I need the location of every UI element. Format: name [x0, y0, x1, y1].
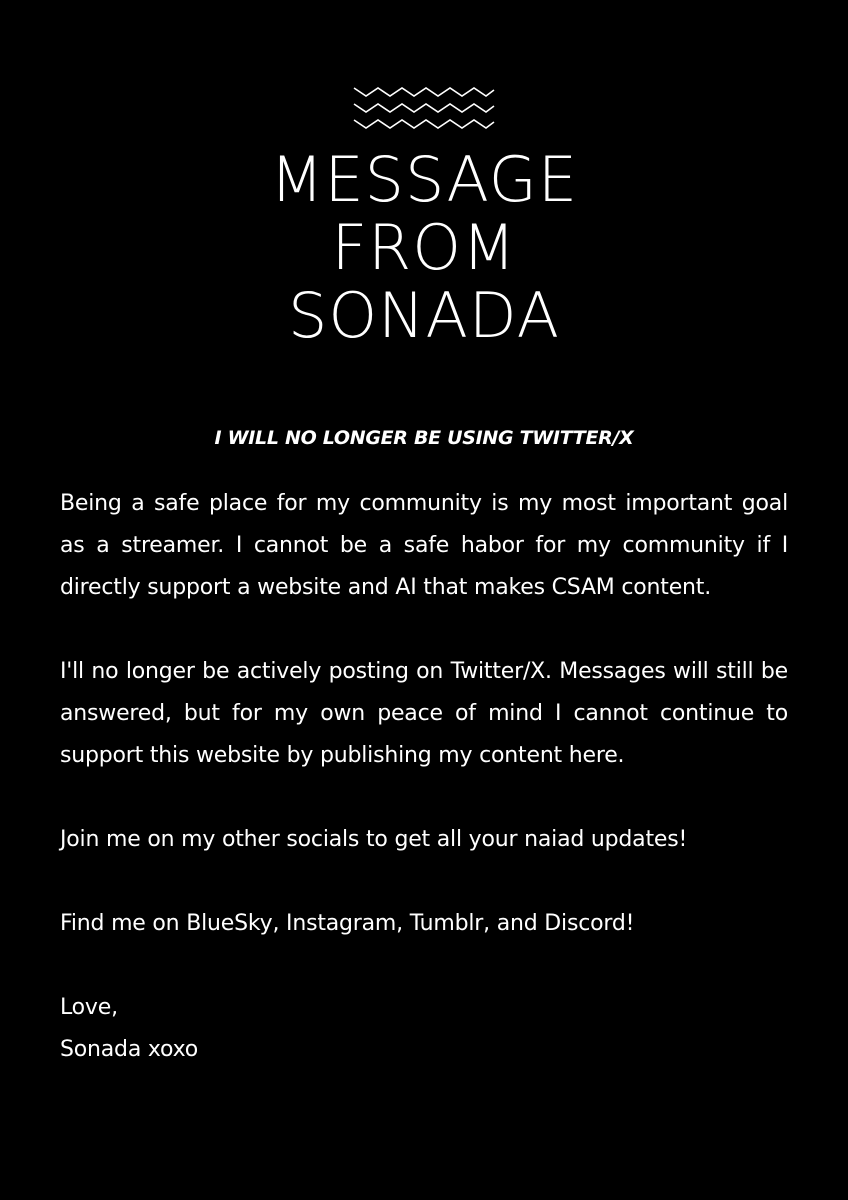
signoff-closing: Love, [60, 995, 118, 1020]
paragraph-twitter: I'll no longer be actively posting on Twitter/X. Messages will still be answered, but for my own peace of mind I cannot continue to support this website by publishing my content here. [60, 659, 788, 768]
paragraph-community: Being a safe place for my community is my most important goal as a streamer. I cannot be a safe habor for my community if I directly support a website and AI that makes CSAM content. [60, 491, 788, 600]
wave-lines-icon [352, 84, 496, 132]
message-body [60, 483, 788, 1071]
subtitle-heading: I WILL NO LONGER BE USING TWITTER/X [214, 427, 634, 449]
signoff-signature: Sonada xoxo [60, 1037, 199, 1062]
paragraph-find-me: Find me on BlueSky, Instagram, Tumblr, and Discord! [60, 911, 635, 936]
title-line-sonada: SONADA [287, 279, 560, 352]
paragraph-socials: Join me on my other socials to get all your naiad updates! [60, 827, 688, 852]
title-line-message: MESSAGE [269, 143, 579, 216]
title-line-from: FROM [331, 211, 517, 284]
page-title [0, 143, 848, 352]
